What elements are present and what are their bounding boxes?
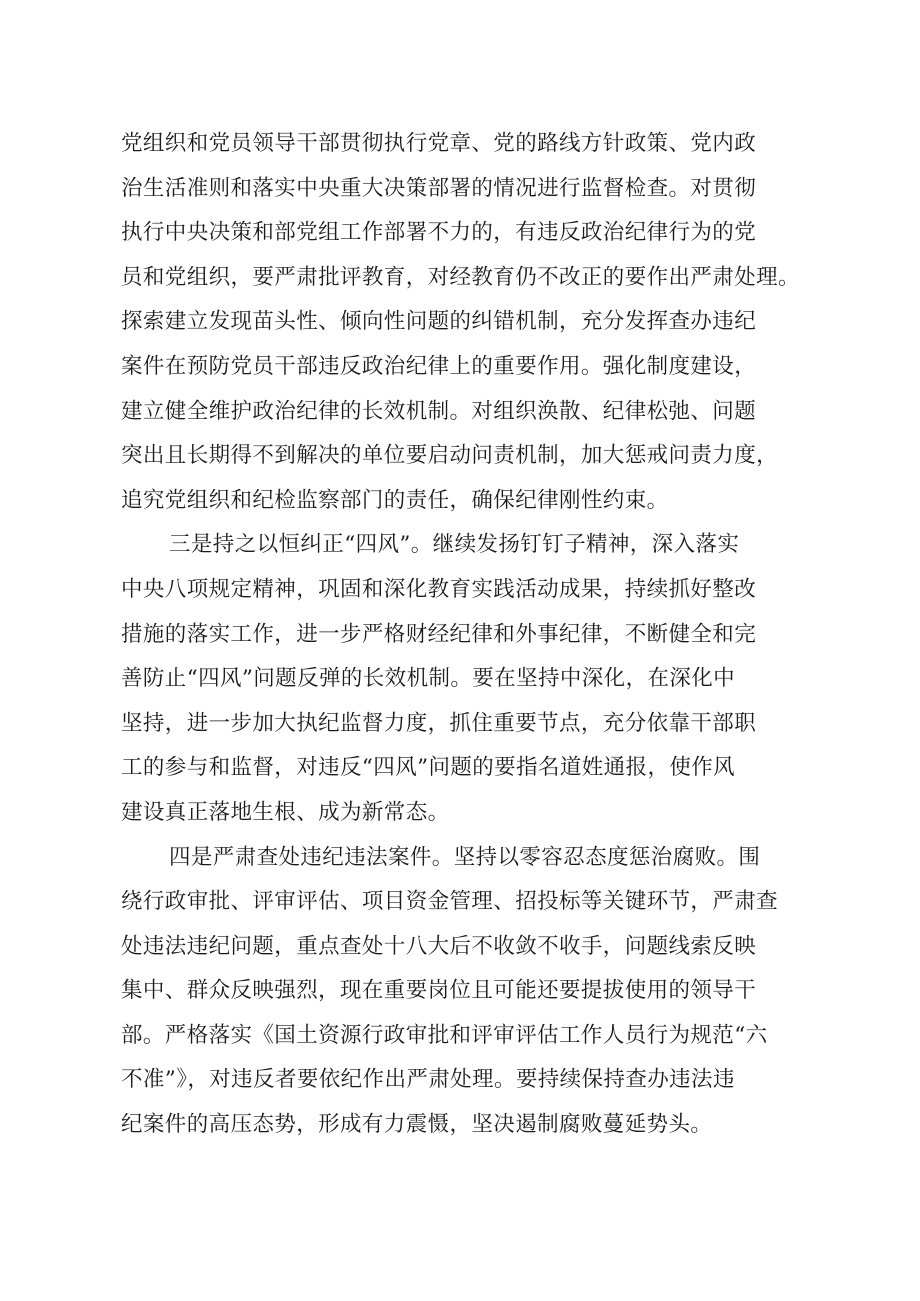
text-line: 案件在预防党员干部违反政治纪律上的重要作用。强化制度建设， bbox=[121, 353, 757, 379]
text-line: 坚持，进一步加大执纪监督力度，抓住重要节点，充分依靠干部职 bbox=[121, 710, 757, 736]
text-line: 措施的落实工作，进一步严格财经纪律和外事纪律，不断健全和完 bbox=[121, 621, 757, 647]
text-line: 处违法违纪问题，重点查处十八大后不收敛不收手，问题线索反映 bbox=[121, 933, 757, 959]
text-line: 三是持之以恒纠正“四风”。继续发扬钉钉子精神，深入落实 bbox=[169, 532, 740, 558]
text-line: 工的参与和监督，对违反“四风”问题的要指名道姓通报，使作风 bbox=[121, 755, 736, 781]
text-line: 党组织和党员领导干部贯彻执行党章、党的路线方针政策、党内政 bbox=[121, 131, 757, 156]
text-line: 建立健全维护政治纪律的长效机制。对组织涣散、纪律松弛、问题 bbox=[121, 398, 757, 424]
paragraph-political-discipline bbox=[121, 122, 821, 523]
paragraph-four-winds bbox=[121, 523, 821, 835]
text-line: 追究党组织和纪检监察部门的责任，确保纪律刚性约束。 bbox=[121, 487, 669, 513]
text-line: 中央八项规定精神，巩固和深化教育实践活动成果，持续抓好整改 bbox=[121, 576, 757, 602]
text-line: 善防止“四风”问题反弹的长效机制。要在坚持中深化，在深化中 bbox=[121, 666, 736, 692]
text-line: 突出且长期得不到解决的单位要启动问责机制，加大惩戒问责力度， bbox=[121, 443, 779, 469]
document-body bbox=[121, 122, 821, 1148]
text-line: 集中、群众反映强烈，现在重要岗位且可能还要提拔使用的领导干 bbox=[121, 978, 757, 1004]
text-line: 治生活准则和落实中央重大决策部署的情况进行监督检查。对贯彻 bbox=[121, 175, 757, 201]
text-line: 绕行政审批、评审评估、项目资金管理、招投标等关键环节，严肃查 bbox=[121, 889, 779, 915]
text-line: 建设真正落地生根、成为新常态。 bbox=[121, 799, 450, 825]
text-line: 探索建立发现苗头性、倾向性问题的纠错机制，充分发挥查办违纪 bbox=[121, 309, 757, 335]
text-line: 四是严肃查处违纪违法案件。坚持以零容忍态度惩治腐败。围 bbox=[169, 844, 761, 870]
paragraph-case-investigation bbox=[121, 836, 821, 1148]
text-line: 纪案件的高压态势，形成有力震慑，坚决遏制腐败蔓延势头。 bbox=[121, 1112, 713, 1138]
text-line: 执行中央决策和部党组工作部署不力的，有违反政治纪律行为的党 bbox=[121, 220, 757, 246]
text-line: 员和党组织，要严肃批评教育，对经教育仍不改正的要作出严肃处理。 bbox=[121, 264, 800, 290]
text-line: 不准”》，对违反者要依纪作出严肃处理。要持续保持查办违法违 bbox=[121, 1067, 735, 1093]
text-line: 部。严格落实《国土资源行政审批和评审评估工作人员行为规范“六 bbox=[121, 1022, 768, 1048]
